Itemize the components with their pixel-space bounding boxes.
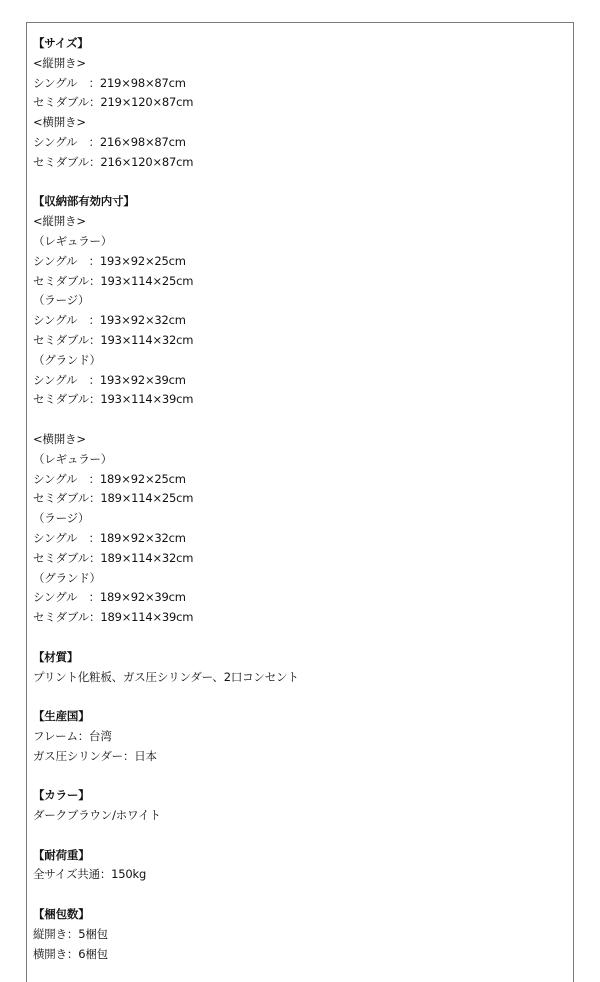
- spec-line: シングル ：193×92×39cm: [33, 372, 186, 387]
- spec-line: セミダブル：189×114×39cm: [33, 610, 194, 625]
- section-heading: 【梱包数】: [33, 907, 90, 922]
- section-spacer: [33, 628, 553, 648]
- spec-line: プリント化粧板、ガス圧シリンダー、2口コンセント: [33, 669, 299, 684]
- spec-line: <横開き>: [33, 431, 86, 446]
- spec-line: シングル ：219×98×87cm: [33, 75, 186, 90]
- spec-line: （ラージ）: [33, 511, 90, 526]
- spec-line: <横開き>: [33, 115, 86, 130]
- spec-line: シングル ：193×92×32cm: [33, 313, 186, 328]
- spec-line: <縦開き>: [33, 55, 86, 70]
- spec-line: セミダブル：189×114×32cm: [33, 550, 194, 565]
- spec-line: ガス圧シリンダー：日本: [33, 748, 157, 763]
- spec-line: 全サイズ共通：150kg: [33, 867, 147, 882]
- section-heading: 【生産国】: [33, 709, 90, 724]
- section-heading: 【カラー】: [33, 788, 90, 803]
- spec-line: （グランド）: [33, 352, 101, 367]
- spec-content: [33, 34, 553, 964]
- spec-line: シングル ：216×98×87cm: [33, 134, 186, 149]
- section-spacer: [33, 173, 553, 193]
- spec-line: シングル ：189×92×32cm: [33, 530, 186, 545]
- spec-line: （レギュラー）: [33, 451, 113, 466]
- spec-line: セミダブル：193×114×39cm: [33, 392, 194, 407]
- spec-line: <縦開き>: [33, 214, 86, 229]
- spec-line: セミダブル：193×114×32cm: [33, 332, 194, 347]
- section-heading: 【耐荷重】: [33, 847, 90, 862]
- section-heading: 【サイズ】: [33, 36, 89, 50]
- spec-line: セミダブル：193×114×25cm: [33, 273, 194, 288]
- spec-line: 縦開き：5梱包: [33, 926, 108, 941]
- spec-line: シングル ：193×92×25cm: [33, 253, 186, 268]
- section-spacer: [33, 687, 553, 707]
- section-spacer: [33, 766, 553, 786]
- section-spacer: [33, 885, 553, 905]
- section-heading: 【収納部有効内寸】: [33, 194, 135, 209]
- spec-line: セミダブル：216×120×87cm: [33, 154, 194, 169]
- section-spacer: [33, 826, 553, 846]
- spec-line: セミダブル：189×114×25cm: [33, 491, 194, 506]
- spec-line: フレーム：台湾: [33, 728, 112, 743]
- spec-line: 横開き：6梱包: [33, 946, 108, 961]
- spec-line: シングル ：189×92×39cm: [33, 590, 186, 605]
- spec-line: （グランド）: [33, 570, 101, 585]
- spec-line: （レギュラー）: [33, 233, 113, 248]
- spec-line: （ラージ）: [33, 293, 90, 308]
- spec-line: シングル ：189×92×25cm: [33, 471, 186, 486]
- section-heading: 【材質】: [33, 649, 79, 664]
- blank-line: [33, 410, 553, 430]
- spec-line: セミダブル：219×120×87cm: [33, 95, 194, 110]
- spec-line: ダークブラウン/ホワイト: [33, 808, 161, 823]
